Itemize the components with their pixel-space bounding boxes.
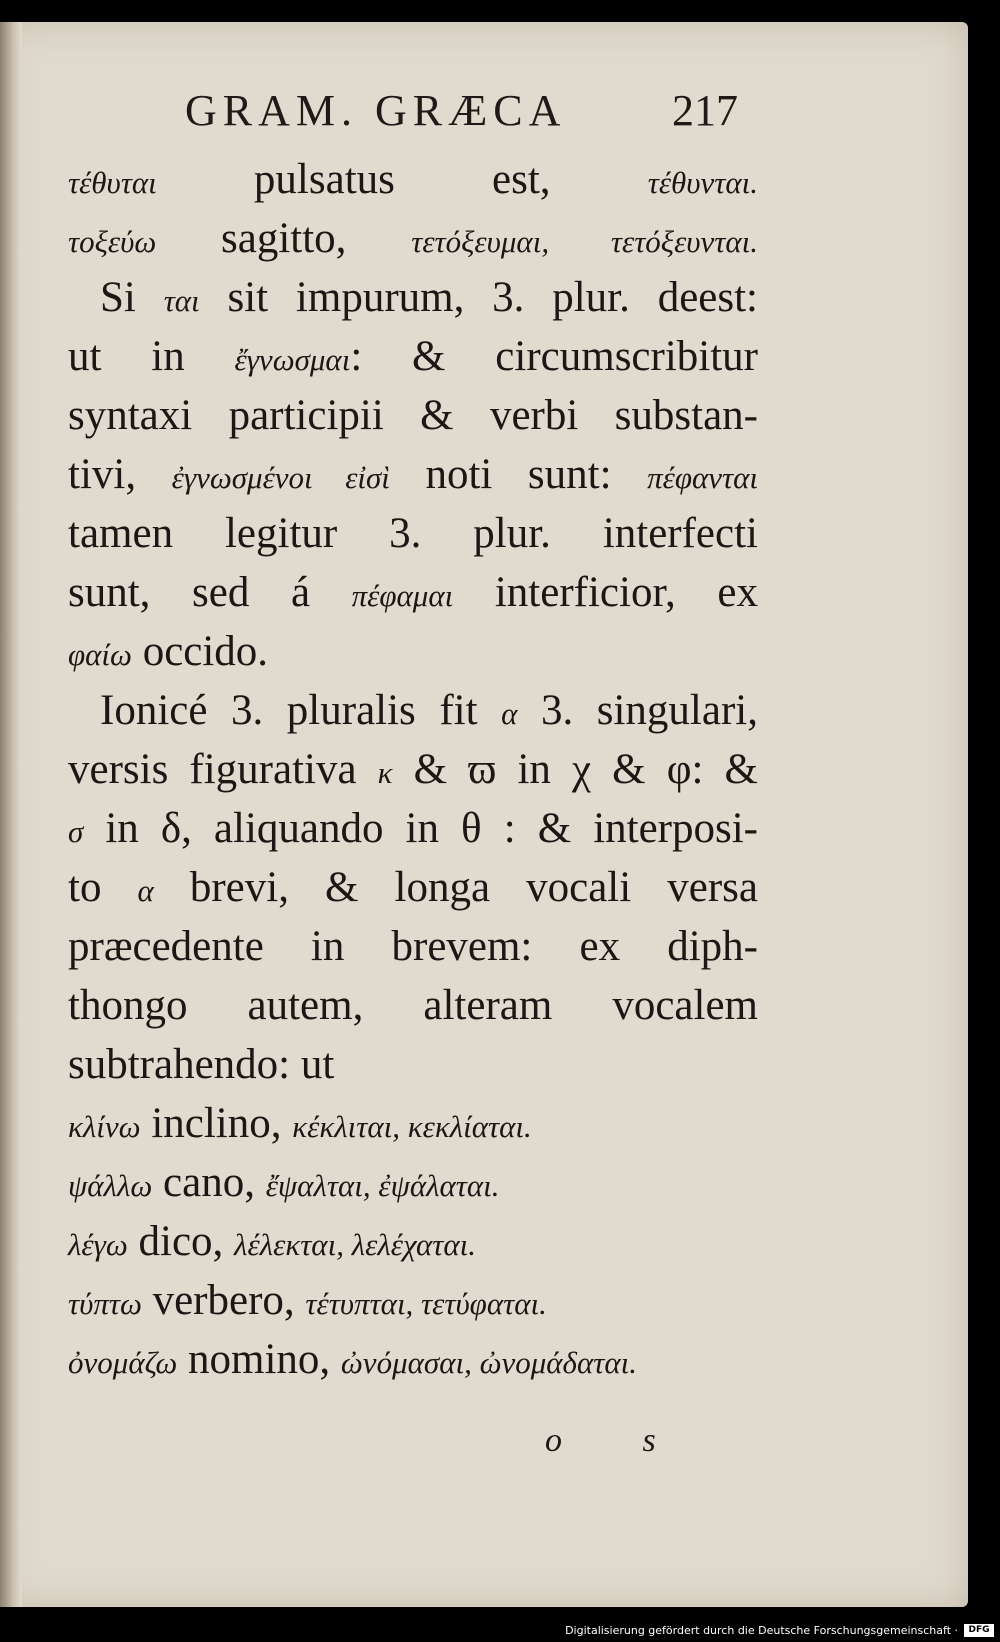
example-line xyxy=(68,1271,758,1330)
latin-text: syntaxi participii & verbi substan- xyxy=(68,392,758,439)
latin-text: brevi, & longa vocali versa xyxy=(153,864,758,911)
greek-word: τέθυται xyxy=(68,165,157,200)
text-line xyxy=(68,681,758,740)
text-line xyxy=(68,976,758,1035)
latin-text: subtrahendo: ut xyxy=(68,1041,335,1088)
text-line xyxy=(68,1035,758,1094)
dfg-logo: DFG xyxy=(964,1624,994,1637)
example-line xyxy=(68,1153,758,1212)
greek-forms: λέλεκται, λελέχαται. xyxy=(234,1227,476,1262)
greek-word: τετόξευμαι, τετόξευνται. xyxy=(411,224,758,259)
latin-text: Ionicé 3. pluralis fit xyxy=(100,687,502,734)
greek-verb: κλίνω xyxy=(68,1109,141,1144)
running-title: GRAM. GRÆCA xyxy=(185,86,567,135)
running-head xyxy=(0,85,968,145)
latin-text: 3. singulari, xyxy=(517,687,758,734)
text-line xyxy=(68,209,758,268)
example-line xyxy=(68,1212,758,1271)
greek-word: πέφανται xyxy=(647,460,759,495)
text-line xyxy=(68,386,758,445)
text-line xyxy=(68,268,758,327)
example-line xyxy=(68,1094,758,1153)
latin-gloss: verbero, xyxy=(141,1277,306,1324)
latin-text: in δ, aliquando in θ : & interposi- xyxy=(83,805,758,852)
latin-text: sit impurum, 3. plur. deest: xyxy=(199,274,758,321)
text-line xyxy=(68,622,758,681)
text-line xyxy=(68,740,758,799)
latin-gloss: nomino, xyxy=(177,1336,341,1383)
greek-word: τέθυνται. xyxy=(647,165,758,200)
text-line xyxy=(68,917,758,976)
latin-text: occido. xyxy=(131,628,269,675)
digitization-credit: Digitalisierung gefördert durch die Deutsche Forschungsgemeinschaft · xyxy=(565,1624,958,1637)
greek-verb: ψάλλω xyxy=(68,1168,153,1203)
text-line xyxy=(68,504,758,563)
page-text xyxy=(68,150,758,1389)
greek-word: ἐγνωσμένοι εἰσὶ xyxy=(171,460,390,495)
latin-text: Si xyxy=(100,274,164,321)
greek-verb: τύπτω xyxy=(68,1286,142,1321)
latin-text: tamen legitur 3. plur. interfecti xyxy=(68,510,758,557)
latin-text: & ϖ in χ & φ: & xyxy=(392,746,758,793)
latin-text: sagitto, xyxy=(156,215,412,262)
latin-gloss: inclino, xyxy=(140,1100,293,1147)
latin-text: thongo autem, alteram vocalem xyxy=(68,982,758,1029)
latin-text: interficior, ex xyxy=(453,569,758,616)
book-page xyxy=(0,22,968,1607)
greek-word: ἔγνωσμαι xyxy=(234,342,351,377)
page-number: 217 xyxy=(672,86,738,135)
latin-text: to xyxy=(68,864,138,911)
latin-text: præcedente in brevem: ex diph- xyxy=(68,923,758,970)
latin-text: versis figurativa xyxy=(68,746,378,793)
text-line xyxy=(68,858,758,917)
text-line xyxy=(68,563,758,622)
greek-forms: ἔψαλται, ἐψάλαται. xyxy=(265,1168,500,1203)
latin-text: noti sunt: xyxy=(389,451,648,498)
latin-text: tivi, xyxy=(68,451,172,498)
footer-bar xyxy=(0,1622,1000,1642)
latin-gloss: cano, xyxy=(152,1159,266,1206)
greek-word: πέφαμαι xyxy=(351,578,454,613)
signature-mark: o s xyxy=(545,1422,692,1459)
greek-forms: ὠνόμασαι, ὠνομάδαται. xyxy=(340,1345,637,1380)
greek-word: κ xyxy=(377,755,393,790)
latin-text: sunt, sed á xyxy=(68,569,352,616)
greek-forms: κέκλιται, κεκλίαται. xyxy=(292,1109,532,1144)
latin-text: ut in xyxy=(68,333,235,380)
greek-word: α xyxy=(137,873,154,908)
page-gutter xyxy=(0,22,22,1607)
latin-gloss: dico, xyxy=(127,1218,235,1265)
latin-text: : & circumscribitur xyxy=(350,333,758,380)
greek-word: τοξεύω xyxy=(68,224,157,259)
text-line xyxy=(68,445,758,504)
latin-text: pulsatus est, xyxy=(156,156,648,203)
greek-verb: λέγω xyxy=(68,1227,128,1262)
text-line xyxy=(68,150,758,209)
greek-forms: τέτυπται, τετύφαται. xyxy=(305,1286,547,1321)
greek-word: α xyxy=(501,696,518,731)
greek-verb: ὀνομάζω xyxy=(68,1345,178,1380)
greek-word: ται xyxy=(163,283,200,318)
text-line xyxy=(68,799,758,858)
example-line xyxy=(68,1330,758,1389)
greek-word: φαίω xyxy=(68,637,132,672)
greek-word: σ xyxy=(68,814,84,849)
text-line xyxy=(68,327,758,386)
